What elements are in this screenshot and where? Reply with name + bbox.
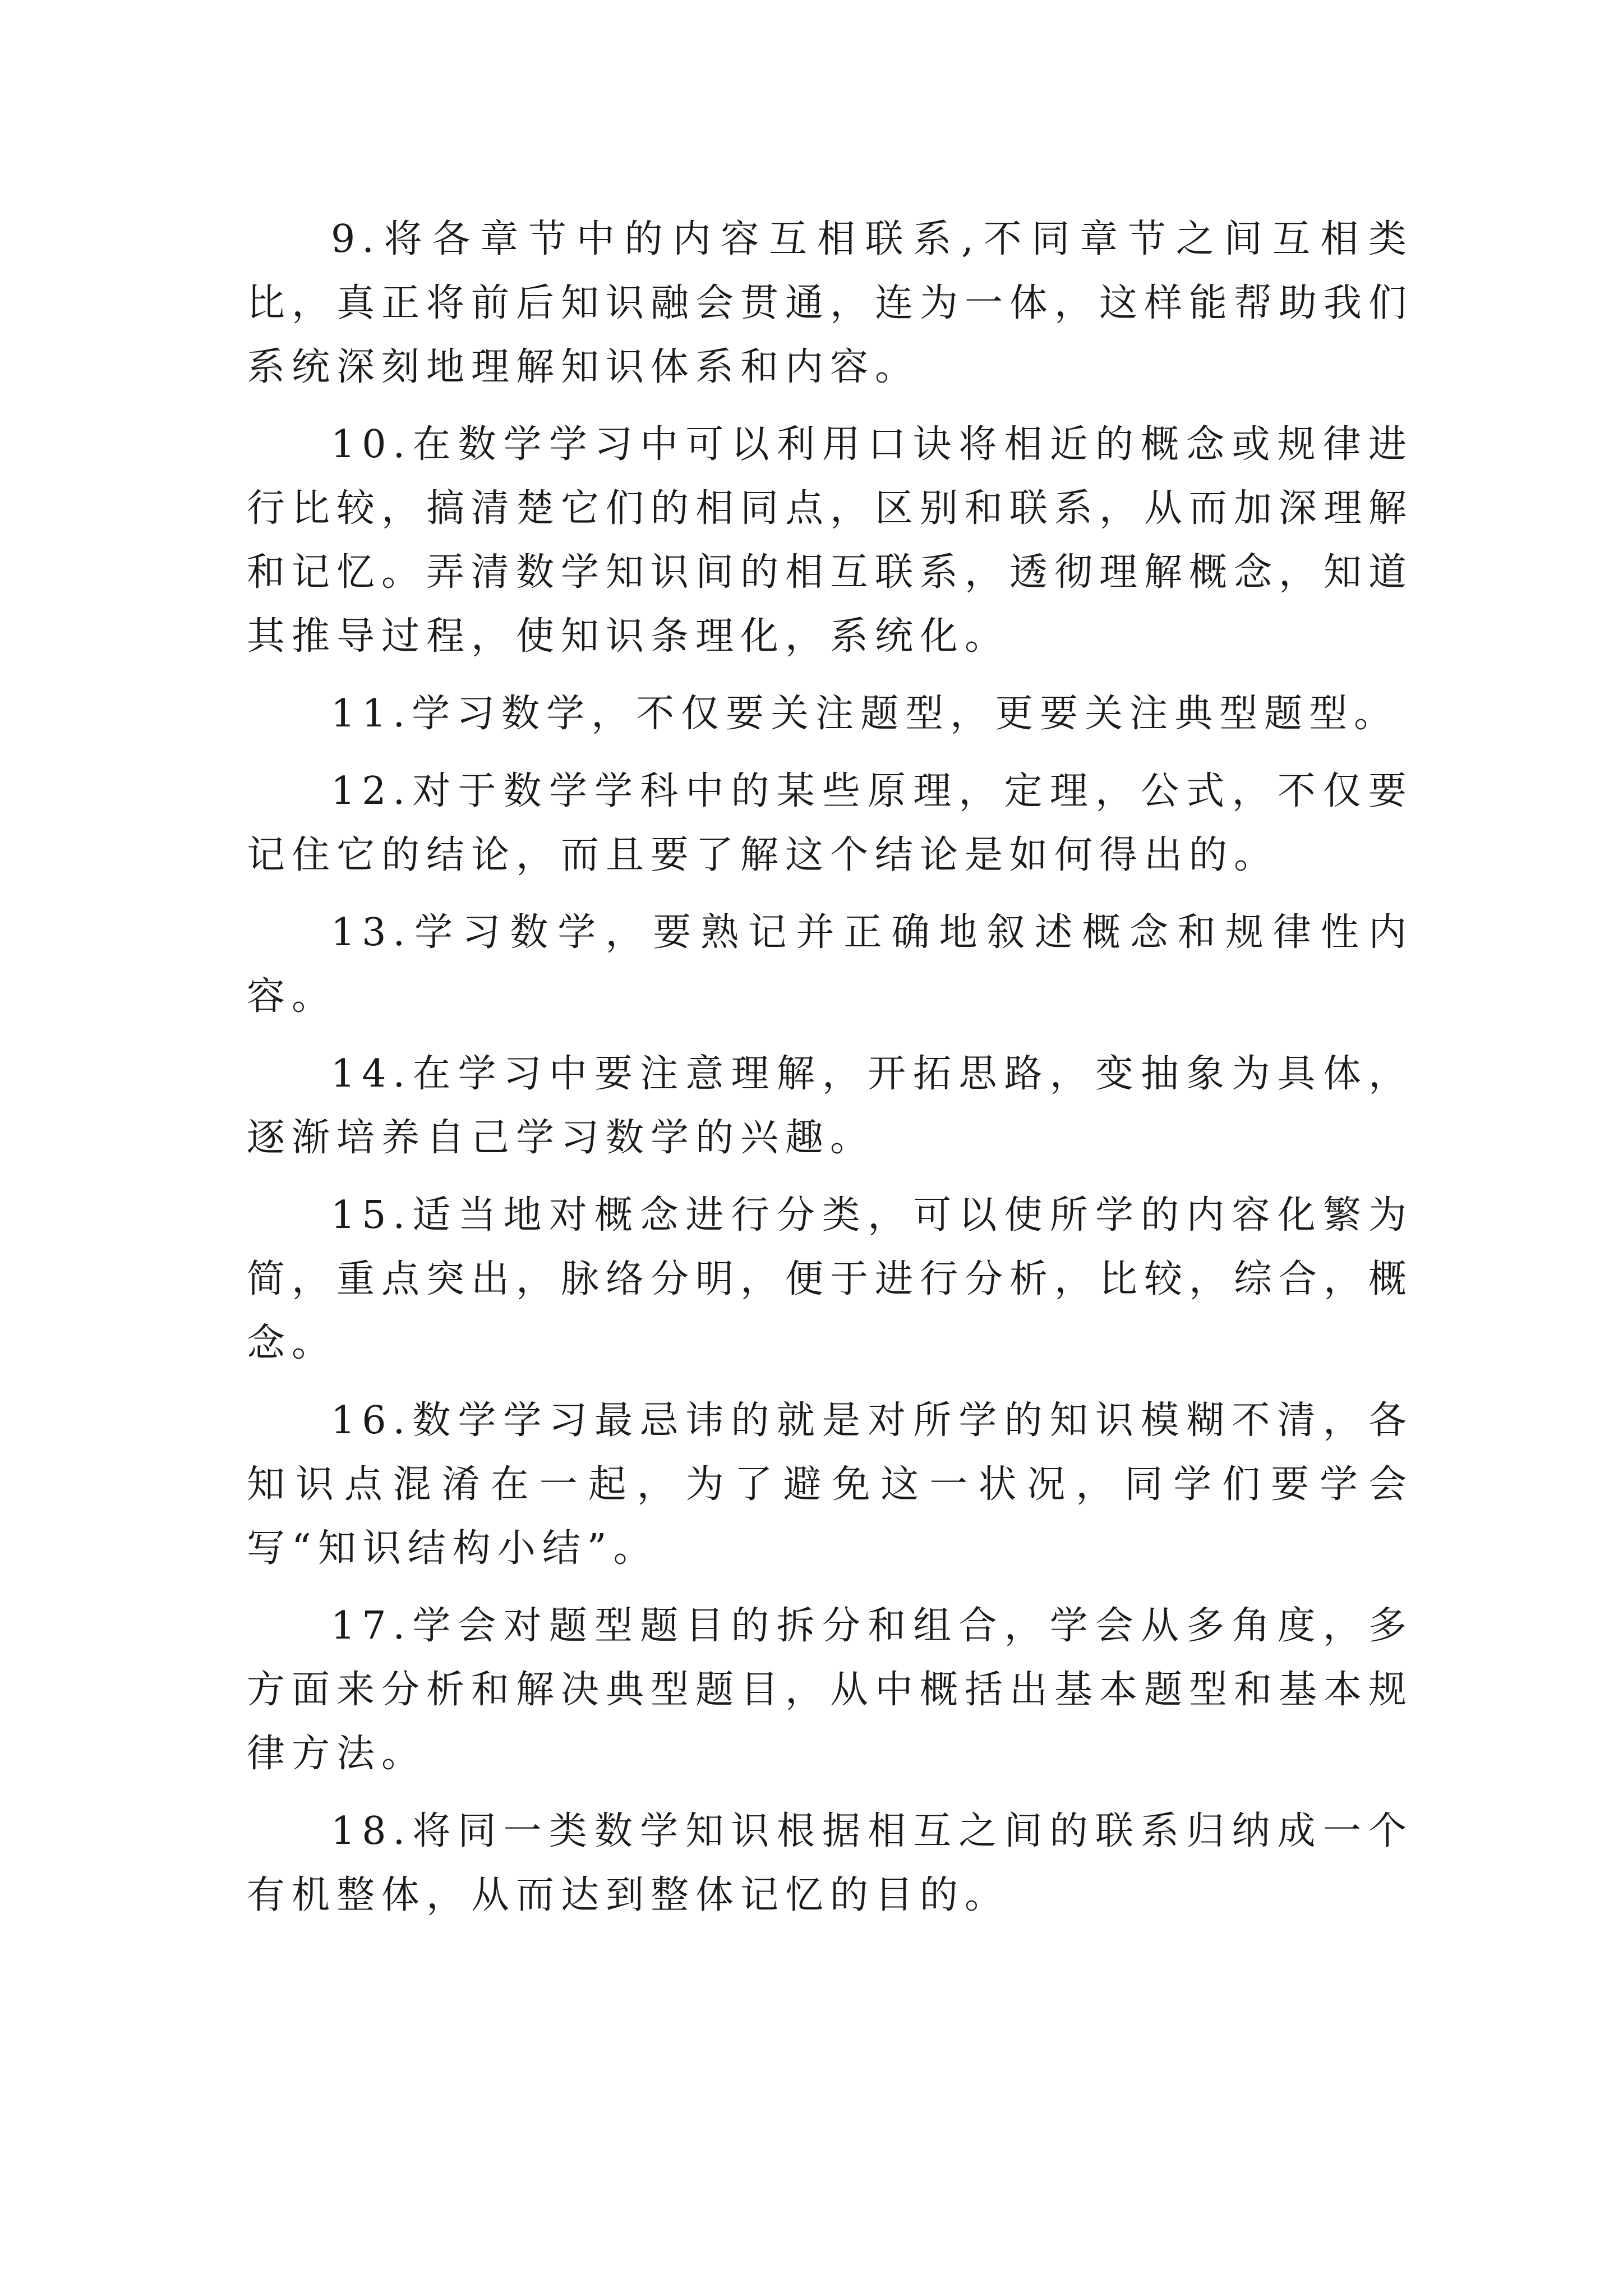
paragraph-15: 15.适当地对概念进行分类，可以使所学的内容化繁为简，重点突出，脉络分明，便于进行分析，比较，综合，概念。: [247, 1193, 1414, 1365]
paragraph-16: 16.数学学习最忌讳的就是对所学的知识模糊不清，各知识点混淆在一起，为了避免这一状况，同学们要学会写“知识结构小结”。: [247, 1398, 1413, 1571]
document-body: [247, 208, 1413, 1941]
paragraph-10: 10.在数学学习中可以利用口诀将相近的概念或规律进行比较，搞清楚它们的相同点，区别和联系，从而加深理解和记忆。弄清数学知识间的相互联系，透彻理解概念，知道其推导过程，使知识条理化，系统化。: [247, 422, 1414, 659]
paragraph-18: 18.将同一类数学知识根据相互之间的联系归纳成一个有机整体，从而达到整体记忆的目的。: [247, 1809, 1413, 1917]
paragraph-12: 12.对于数学学科中的某些原理，定理，公式，不仅要记住它的结论，而且要了解这个结论是如何得出的。: [247, 769, 1413, 877]
paragraph-13: 13.学习数学，要熟记并正确地叙述概念和规律性内容。: [247, 910, 1413, 1019]
paragraph-11: 11.学习数学，不仅要关注题型，更要关注典型题型。: [331, 692, 1399, 736]
paragraph-17: 17.学会对题型题目的拆分和组合，学会从多角度，多方面来分析和解决典型题目，从中概括出基本题型和基本规律方法。: [247, 1604, 1414, 1776]
paragraph-14: 14.在学习中要注意理解，开拓思路，变抽象为具体，逐渐培养自己学习数学的兴趣。: [247, 1052, 1413, 1160]
paragraph-9: 9.将各章节中的内容互相联系,不同章节之间互相类比，真正将前后知识融会贯通，连为一体，这样能帮助我们系统深刻地理解知识体系和内容。: [247, 217, 1414, 389]
